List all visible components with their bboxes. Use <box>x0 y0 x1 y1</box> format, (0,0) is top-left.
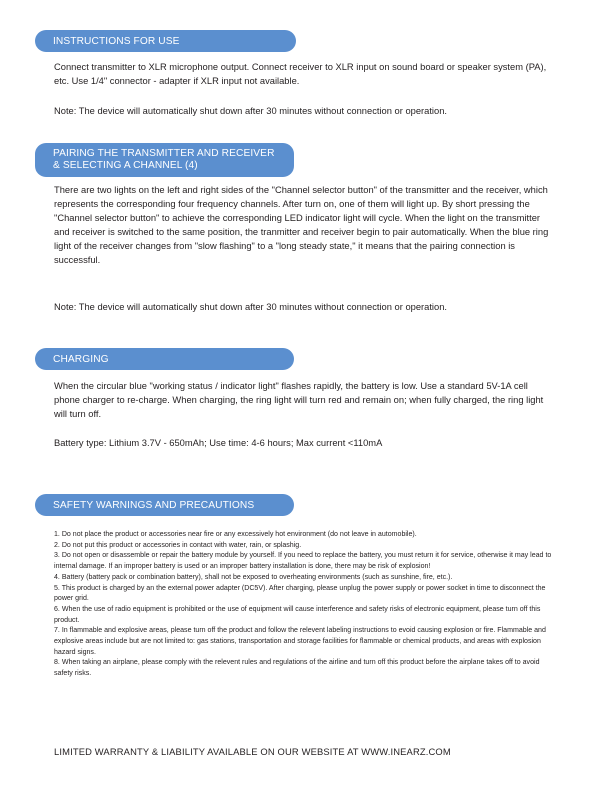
instructions-header <box>35 30 296 52</box>
instructions-body: Connect transmitter to XLR microphone output. Connect receiver to XLR input on sound board or speaker system (PA), etc. Use 1/4" connector - adapter if XLR input not available. <box>54 62 547 86</box>
charging-header-title: CHARGING <box>53 353 109 365</box>
safety-item-4: 4. Battery (battery pack or combination battery), shall not be exposed to overheating environments (such as sunshine, fire, etc.). <box>54 573 453 581</box>
pairing-header-title-line2: & SELECTING A CHANNEL (4) <box>53 160 198 171</box>
instructions-note: Note: The device will automatically shut down after 30 minutes without connection or operation. <box>54 106 447 116</box>
safety-item-5: 5. This product is charged by an the external power adapter (DC5V). After charging, please unplug the power supply or power socket in time to disconnect the power grid. <box>54 584 546 603</box>
safety-item-1: 1. Do not place the product or accessories near fire or any excessively hot environment (do not leave in automobile). <box>54 531 417 538</box>
charging-body: When the circular blue "working status / indicator light" flashes rapidly, the battery is low. Use a standard 5V-1A cell phone charger to re-charge. When charging, the ring light will turn red and remain on; when fully charged, the ring light will turn off. <box>54 381 544 419</box>
safety-item-8: 8. When taking an airplane, please comply with the relevent rules and regulations of the airline and turn off this product before the airplane takes off to avoid safety risks. <box>54 659 540 678</box>
safety-list <box>54 530 554 680</box>
safety-item-7: 7. In flammable and explosive areas, please turn off the product and follow the relevent labeling instructions to evoid causing explosion or fire. Flammable and explosive areas include but are not limited to: gas stations, transportation and storage facilities for flammable or chemical products, and areas with explosion hazard signs. <box>54 627 546 656</box>
charging-battery-specs: Battery type: Lithium 3.7V - 650mAh; Use time: 4-6 hours; Max current <110mA <box>54 438 383 448</box>
charging-header <box>35 348 294 370</box>
warranty-footer: LIMITED WARRANTY & LIABILITY AVAILABLE ON OUR WEBSITE AT WWW.INEARZ.COM <box>54 746 451 757</box>
safety-header <box>35 494 294 516</box>
pairing-body: There are two lights on the left and right sides of the "Channel selector button" of the transmitter and the receiver, which represents the corresponding four frequency channels. After turn on, one of them will light up. By short pressing the "Channel selector button" to achieve the corresponding LED indicator light will cycle. When the light on the transmitter and receiver is switched to the same position, the tranmitter and receiver begin to pair automatically. When the blue ring light of the receiver changes from "slow flashing" to a "long steady state," it means that the pairing connection is successful. <box>54 185 549 265</box>
safety-item-2: 2. Do not put this product or accessories in contact with water, rain, or splashig. <box>54 541 302 549</box>
safety-header-title: SAFETY WARNINGS AND PRECAUTIONS <box>53 499 255 511</box>
instructions-header-title: INSTRUCTIONS FOR USE <box>53 35 180 47</box>
pairing-header <box>35 143 294 177</box>
pairing-header-title-line1: PAIRING THE TRANSMITTER AND RECEIVER <box>53 148 275 159</box>
safety-item-6: 6. When the use of radio equipment is prohibited or the use of equipment will cause interference and safety risks of electronic equipment, please turn off this product. <box>54 605 541 624</box>
pairing-note: Note: The device will automatically shut down after 30 minutes without connection or operation. <box>54 302 447 312</box>
safety-item-3: 3. Do not open or disassemble or repair the battery module by yourself. If you need to replace the battery, you must return it for service, otherwise it may lead to internal damage. If an improper battery is used or an improper battery installation is done, there may be risk of explosion! <box>54 552 552 571</box>
